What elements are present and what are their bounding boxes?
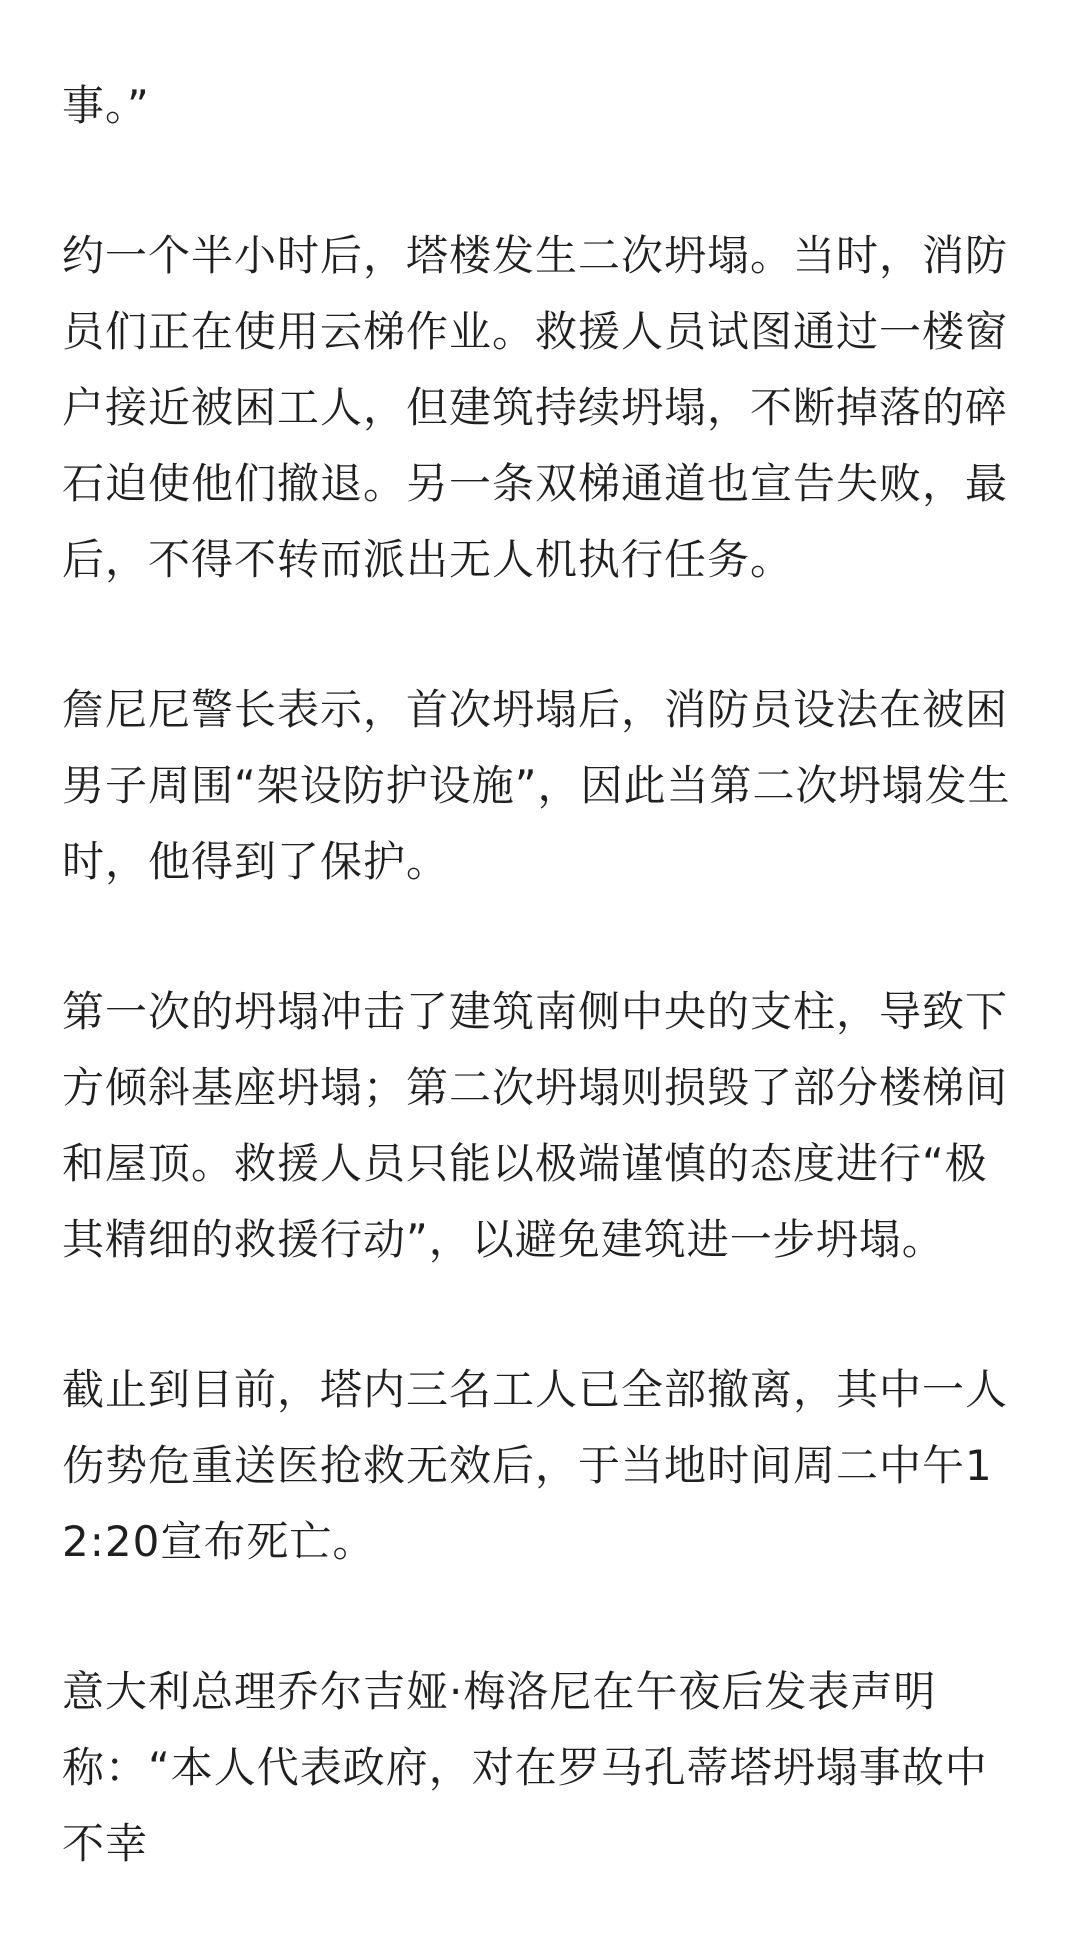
paragraph-quote-end: 事。” [62, 81, 150, 130]
article-body [62, 68, 1022, 1956]
paragraph-protection: 詹尼尼警长表示，首次坍塌后，消防员设法在被困男子周围“架设防护设施”，因此当第二次坍塌发生时，他得到了保护。 [62, 685, 1011, 886]
paragraph-second-collapse: 约一个半小时后，塔楼发生二次坍塌。当时，消防员们正在使用云梯作业。救援人员试图通过一楼窗户接近被困工人，但建筑持续坍塌，不断掉落的碎石迫使他们撤退。另一条双梯通道也宣告失败，最后，不得不转而派出无人机执行任务。 [62, 231, 1009, 584]
paragraph-casualty: 截止到目前，塔内三名工人已全部撤离，其中一人伤势危重送医抢救无效后，于当地时间周二中午12:20宣布死亡。 [62, 1365, 1009, 1566]
paragraph-statement: 意大利总理乔尔吉娅·梅洛尼在午夜后发表声明称：“本人代表政府，对在罗马孔蒂塔坍塌事故中不幸 [62, 1667, 988, 1868]
paragraph-damage: 第一次的坍塌冲击了建筑南侧中央的支柱，导致下方倾斜基座坍塌；第二次坍塌则损毁了部分楼梯间和屋顶。救援人员只能以极端谨慎的态度进行“极其精细的救援行动”，以避免建筑进一步坍塌。 [62, 987, 1009, 1264]
